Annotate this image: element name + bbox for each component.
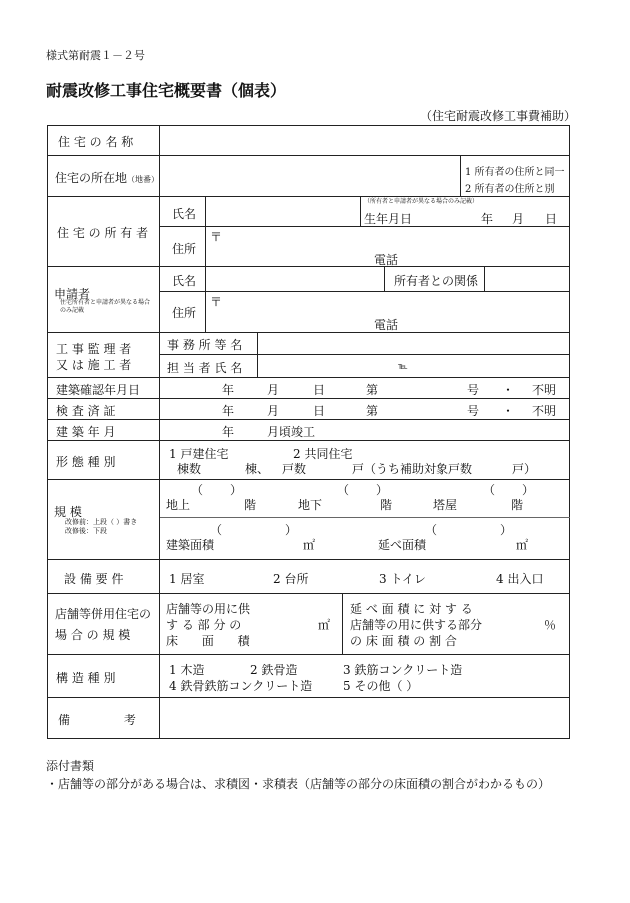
address-option-different[interactable]: 2 所有者の住所と別 <box>465 184 555 195</box>
floor-area-unit: ㎡ <box>516 538 529 552</box>
col-divider <box>384 266 385 291</box>
confirm-day: 日 <box>313 383 326 397</box>
page-title: 耐震改修工事住宅概要書（個表） <box>46 81 287 100</box>
label-house-address-text: 住宅の所在地 <box>55 171 128 185</box>
col-divider <box>360 196 361 226</box>
paren-open: （ <box>425 523 438 537</box>
floor-area-label: 延べ面積 <box>378 538 427 552</box>
facility-entrance[interactable]: 4 出入口 <box>496 572 544 586</box>
units-detail: 戸（うち補助対象戸数 <box>352 462 473 476</box>
label-shop-1: 店舗等併用住宅の <box>55 607 152 621</box>
confirm-year: 年 <box>222 383 235 397</box>
label-form-type: 形 態 種 別 <box>56 455 116 469</box>
building-area-label: 建築面積 <box>166 538 215 552</box>
floors-below-unit: 階 <box>380 498 393 512</box>
label-remarks: 備 考 <box>58 713 136 727</box>
label-house-address <box>55 169 159 186</box>
label-scale: 規 模 <box>54 505 82 519</box>
building-area-unit: ㎡ <box>303 538 316 552</box>
row-divider <box>47 332 570 333</box>
applicant-phone-label: 電話 <box>374 318 399 332</box>
facility-room[interactable]: 1 居室 <box>169 572 205 586</box>
facility-toilet[interactable]: 3 トイレ <box>379 572 426 586</box>
applicant-relation-label: 所有者との関係 <box>394 274 479 288</box>
structure-wood[interactable]: 1 木造 <box>169 663 205 677</box>
structure-src[interactable]: 4 鉄骨鉄筋コンクリート造 <box>169 679 313 693</box>
inspection-day: 日 <box>313 404 326 418</box>
structure-rc[interactable]: 3 鉄筋コンクリート造 <box>343 663 463 677</box>
confirm-dai: 第 <box>366 383 379 397</box>
scale-note-before: 改修前：上段（ ）書き <box>65 518 138 526</box>
buildings-label: 棟数 <box>177 462 202 476</box>
label-inspection: 検 査 済 証 <box>56 404 116 418</box>
row-divider <box>47 697 570 698</box>
tel-label: ℡ <box>398 362 408 372</box>
units-label: 戸数 <box>282 462 307 476</box>
col-divider <box>205 196 206 332</box>
floors-above-label: 地上 <box>166 498 191 512</box>
office-name-label: 事 務 所 等 名 <box>167 338 243 352</box>
owner-birth-day: 日 <box>545 212 558 226</box>
attachments-title: 添付書類 <box>46 759 95 773</box>
shop-ratio-line1: 延 べ 面 積 に 対 す る <box>350 602 473 616</box>
label-supervisor-2: 又 は 施 工 者 <box>56 358 132 372</box>
owner-birth-year: 年 <box>481 212 494 226</box>
label-facilities: 設 備 要 件 <box>64 572 124 586</box>
row-divider <box>47 479 570 480</box>
row-divider <box>47 266 570 267</box>
applicant-address-label: 住所 <box>172 306 197 320</box>
form-option-detached[interactable]: 1 戸建住宅 <box>169 447 229 461</box>
col-divider <box>484 266 485 291</box>
shop-ratio-unit: ％ <box>544 618 557 632</box>
inspection-dai: 第 <box>366 404 379 418</box>
row-divider <box>159 291 570 292</box>
confirm-month: 月 <box>267 383 280 397</box>
col-divider <box>460 155 461 196</box>
person-name-label: 担 当 者 氏 名 <box>167 361 243 375</box>
applicant-note: 住宅所有者と申請者が異なる場合のみ記載 <box>60 299 151 314</box>
owner-note: （所有者と申請者が異なる場合のみ記載） <box>364 198 479 205</box>
shop-ratio-line2: 店舗等の用に供する部分 <box>350 618 483 632</box>
penthouse-label: 塔屋 <box>433 498 458 512</box>
form-number: 様式第耐震１－２号 <box>46 49 145 62</box>
floors-above-unit: 階 <box>244 498 257 512</box>
label-supervisor-1: 工 事 監 理 者 <box>56 342 132 356</box>
label-owner: 住 宅 の 所 有 者 <box>57 226 149 240</box>
paren-close: ） <box>376 483 389 497</box>
owner-name-label: 氏名 <box>172 207 197 221</box>
inspection-year: 年 <box>222 404 235 418</box>
attachments-note: ・店舗等の部分がある場合は、求積図・求積表（店舗等の部分の床面積の割合がわかるもの） <box>46 777 551 791</box>
row-divider <box>47 377 570 378</box>
floors-below-label: 地下 <box>298 498 323 512</box>
row-divider <box>47 593 570 594</box>
col-divider <box>342 593 343 654</box>
inspection-month: 月 <box>267 404 280 418</box>
row-divider <box>159 517 570 518</box>
buildings-unit: 棟、 <box>245 462 270 476</box>
units-close: 戸） <box>512 462 537 476</box>
row-divider <box>47 196 570 197</box>
row-divider <box>47 654 570 655</box>
owner-birth-label: 生年月日 <box>364 212 413 226</box>
structure-other[interactable]: 5 その他（ ） <box>343 679 419 693</box>
scale-note-after: 改修後：下段 <box>65 527 107 535</box>
row-divider <box>47 419 570 420</box>
built-completed: 月頃竣工 <box>267 425 316 439</box>
owner-address-label: 住所 <box>172 242 197 256</box>
owner-birth-month: 月 <box>512 212 525 226</box>
row-divider <box>47 155 570 156</box>
form-option-collective[interactable]: 2 共同住宅 <box>293 447 353 461</box>
shop-area-line1: 店舗等の用に供 <box>166 602 251 616</box>
postal-mark: 〒 <box>210 295 223 309</box>
col-divider <box>159 125 160 739</box>
address-option-same[interactable]: 1 所有者の住所と同一 <box>465 167 565 178</box>
label-shop-2: 場 合 の 規 模 <box>55 628 131 642</box>
shop-area-line2: す る 部 分 の <box>166 618 242 632</box>
confirm-dot: ・ <box>502 383 515 397</box>
paren-close: ） <box>230 483 243 497</box>
shop-ratio-line3: の 床 面 積 の 割 合 <box>350 634 457 648</box>
row-divider <box>159 354 570 355</box>
inspection-unknown[interactable]: 不明 <box>532 404 557 418</box>
confirm-unknown[interactable]: 不明 <box>532 383 557 397</box>
page-subtitle: （住宅耐震改修工事費補助） <box>420 109 577 123</box>
paren-close: ） <box>522 483 535 497</box>
applicant-name-label: 氏名 <box>172 274 197 288</box>
label-house-name: 住 宅 の 名 称 <box>58 135 134 149</box>
shop-area-unit: ㎡ <box>318 618 331 632</box>
label-confirm-date: 建築確認年月日 <box>56 383 141 397</box>
paren-close: ） <box>285 523 298 537</box>
penthouse-unit: 階 <box>511 498 524 512</box>
col-divider <box>257 332 258 377</box>
label-lot-number: （地番） <box>127 175 160 184</box>
owner-phone-label: 電話 <box>374 253 399 267</box>
paren-close: ） <box>500 523 513 537</box>
label-built-year: 建 築 年 月 <box>56 425 116 439</box>
label-applicant: 申請者 <box>54 287 91 301</box>
paren-open: （ <box>210 523 223 537</box>
paren-open: （ <box>337 483 350 497</box>
facility-kitchen[interactable]: 2 台所 <box>273 572 309 586</box>
structure-steel[interactable]: 2 鉄骨造 <box>250 663 298 677</box>
shop-area-line3: 床 面 積 <box>166 634 250 648</box>
postal-mark: 〒 <box>210 230 223 244</box>
paren-open: （ <box>483 483 496 497</box>
row-divider <box>47 559 570 560</box>
label-structure: 構 造 種 別 <box>56 671 116 685</box>
row-divider <box>47 398 570 399</box>
inspection-dot: ・ <box>502 404 515 418</box>
row-divider <box>47 440 570 441</box>
paren-open: （ <box>191 483 204 497</box>
confirm-go: 号 <box>467 383 480 397</box>
built-year: 年 <box>222 425 235 439</box>
inspection-go: 号 <box>467 404 480 418</box>
